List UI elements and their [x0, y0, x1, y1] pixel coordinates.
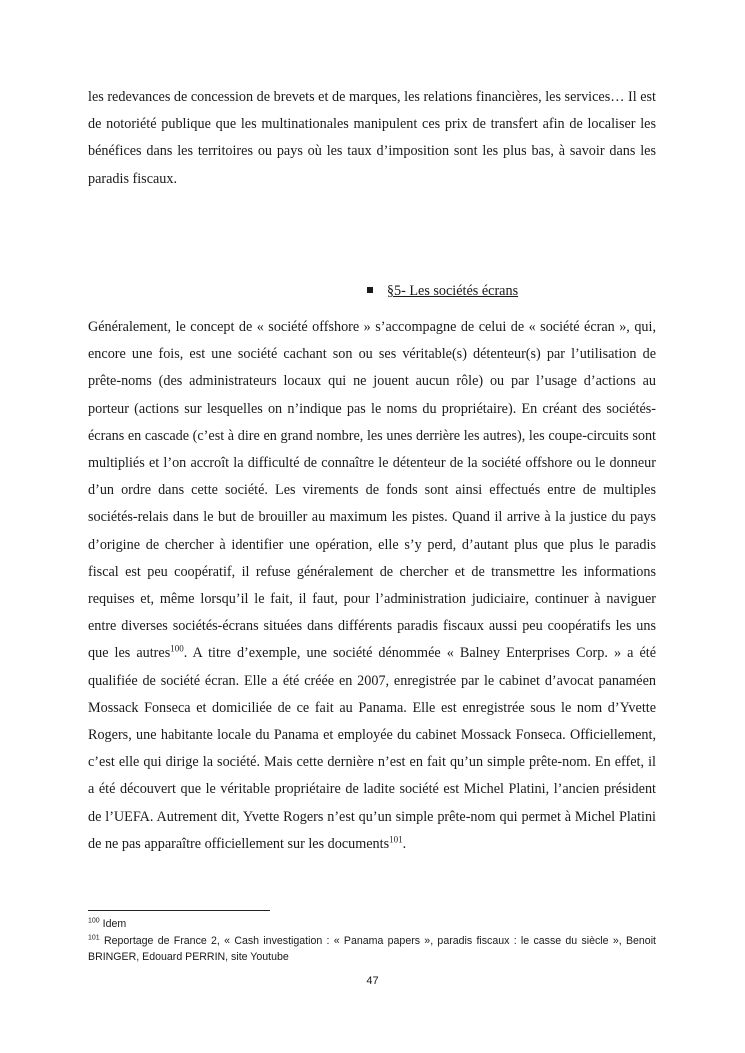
footnote-text: Idem	[99, 918, 127, 930]
page-number: 47	[366, 975, 379, 987]
footnotes	[88, 916, 656, 966]
footnote-number: 101	[88, 933, 100, 941]
intro-paragraph: les redevances de concession de brevets et de marques, les relations financières, les services… Il est de notoriété publique que les multinationales manipulent ces prix de transfert afin de localiser les bénéfices dans les territoires ou pays où les taux d’imposition sont les plus bas, à savoir dans les paradis fiscaux.	[88, 89, 656, 187]
footnote-100	[88, 916, 656, 933]
body-paragraph-block	[88, 314, 656, 858]
square-bullet-icon	[367, 287, 373, 293]
body-paragraph	[88, 314, 656, 858]
section-heading-text: §5- Les sociétés écrans	[386, 283, 519, 299]
footnote-ref-101[interactable]: 101	[389, 834, 403, 845]
section-heading	[0, 279, 745, 303]
intro-paragraph-block	[88, 84, 656, 193]
footnote-ref-100[interactable]: 100	[170, 643, 184, 654]
body-text-part-2: . A titre d’exemple, une société dénommée « Balney Enterprises Corp. » a été qualifiée de société écran. Elle a été créée en 2007, enregistrée par le cabinet d’avocat panaméen Mossack Fonseca et domiciliée de ce fait au Panama. Elle est enregistrée sous le nom d’Yvette Rogers, une habitante locale du Panama et employée du cabinet Mossack Fonseca. Officiellement, c’est elle qui dirige la société. Mais cette dernière n’est en fait qu’un simple prête-nom. En effet, il a été découvert que le véritable propriétaire de ladite société est Michel Platini, l’ancien président de l’UEFA. Autrement dit, Yvette Rogers n’est qu’un simple prête-nom qui permet à Michel Platini de ne pas apparaître officiellement sur les documents	[88, 645, 656, 852]
footnote-separator	[88, 910, 270, 911]
body-text-part-1: Généralement, le concept de « société offshore » s’accompagne de celui de « société écran », qui, encore une fois, est une société cachant son ou ses véritable(s) détenteur(s) par l’utilisation de prête-noms (des administrateurs locaux qui ne jouent aucun rôle) ou par l’usage d’actions au porteur (actions sur lesquelles on n’indique pas le noms du propriétaire). En créant des sociétés-écrans en cascade (c’est à dire en grand nombre, les unes derrière les autres), les coupe-circuits sont multipliés et l’on accroît la difficulté de connaître le détenteur de la société offshore ou le donneur d’un ordre dans cette société. Les virements de fonds sont ainsi effectués entre de multiples sociétés-relais dans le but de brouiller au maximum les pistes. Quand il arrive à la justice du pays d’origine de chercher à identifier une opération, elle s’y perd, d’autant plus que plus le paradis fiscal est peu coopératif, il refuse généralement de chercher et de transmettre les informations requises et, même lorsqu’il le fait, il faut, pour l’administration judiciaire, continuer à naviguer entre diverses sociétés-écrans situées dans différents paradis fiscaux aussi peu coopératifs les uns que les autres	[88, 319, 656, 662]
footnote-text: Reportage de France 2, « Cash investigation : « Panama papers », paradis fiscaux : le casse du siècle », Benoit BRINGER, Edouard PERRIN, site Youtube	[88, 934, 656, 963]
body-text-part-3: .	[402, 835, 407, 852]
footnote-number: 100	[88, 917, 100, 925]
footnote-101	[88, 933, 656, 966]
